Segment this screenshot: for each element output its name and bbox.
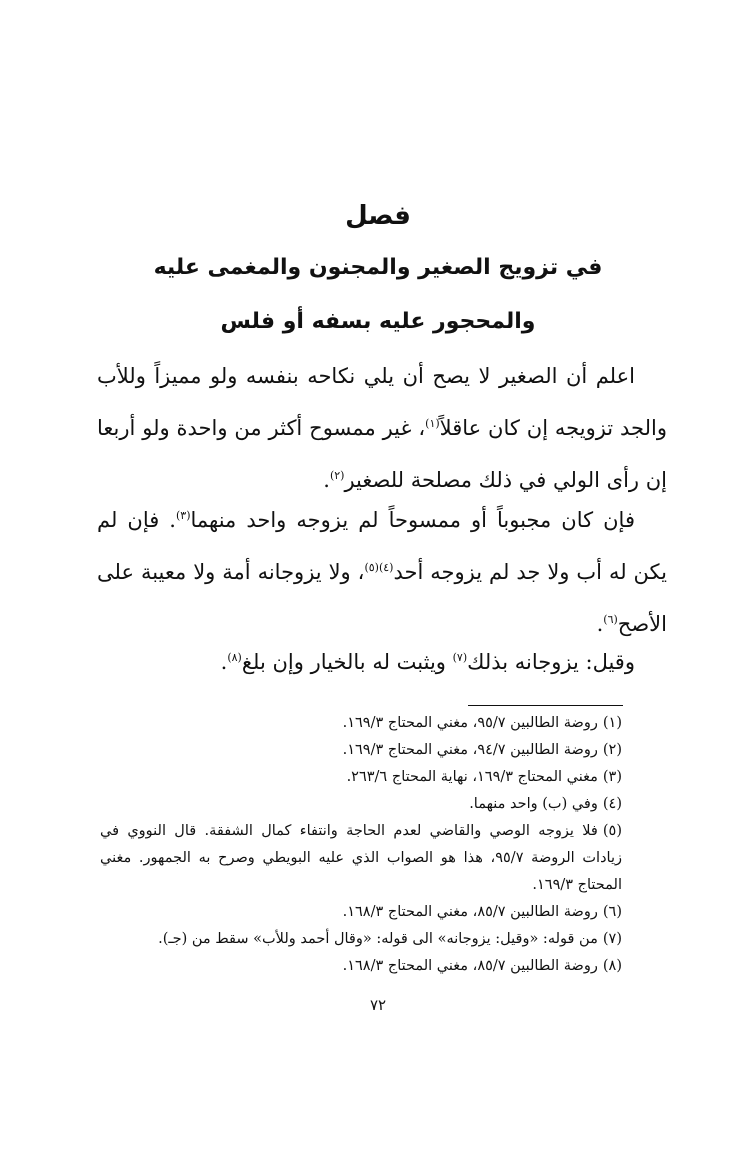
footnote-number: (٧) [602, 931, 622, 947]
footnote-8 [100, 953, 622, 980]
footnote-2 [100, 737, 622, 764]
footnote-text: روضة الطالبين ٨٥/٧، مغني المحتاج ١٦٨/٣. [342, 958, 598, 974]
footnote-text: من قوله: «وقيل: يزوجانه» الى قوله: «وقال أحمد وللأب» سقط من (جـ). [158, 931, 598, 947]
footnote-text: مغني المحتاج ١٦٩/٣، نهاية المحتاج ٢٦٣/٦. [346, 769, 598, 785]
paragraph-text: ويثبت له بالخيار وإن بلغ [241, 650, 453, 674]
footnote-separator [468, 705, 623, 706]
body-paragraph-3 [97, 636, 667, 688]
paragraph-text: . [323, 468, 330, 492]
body-paragraph-2 [97, 494, 667, 650]
paragraph-text: فإن كان مجبوباً أو ممسوحاً لم يزوجه واحد منهما [190, 508, 635, 532]
paragraph-text: ، ولا يزوجانه أمة ولا معيبة على الأصح [97, 560, 667, 636]
section-subtitle-line-2: والمحجور عليه بسفه أو فلس [220, 309, 536, 334]
footnote-6 [100, 899, 622, 926]
footnote-number: (٥) [602, 823, 622, 839]
footnote-text: فلا يزوجه الوصي والقاضي لعدم الحاجة وانتفاء كمال الشفقة. قال النووي في زيادات الروضة ٩٥/٧، هذا هو الصواب الذي عليه البويطي وصرح به الجمهور. مغني المحتاج ١٦٩/٣. [100, 823, 622, 893]
footnote-ref[interactable]: (٤)(٥) [364, 561, 394, 574]
paragraph-text: . [220, 650, 228, 674]
footnote-text: وفي (ب) واحد منهما. [469, 796, 598, 812]
footnote-5 [100, 818, 622, 899]
paragraph-text: اعلم أن الصغير لا يصح أن يلي نكاحه بنفسه ولو مميزاً وللأب والجد تزويجه إن كان عاقلاً [97, 364, 667, 440]
footnote-ref[interactable]: (٣) [175, 509, 191, 522]
footnote-4 [100, 791, 622, 818]
footnote-number: (٣) [602, 769, 622, 785]
footnote-ref[interactable]: (١) [425, 417, 440, 430]
footnote-text: روضة الطالبين ٩٥/٧، مغني المحتاج ١٦٩/٣. [342, 715, 598, 731]
footnotes [100, 710, 622, 980]
footnote-number: (١) [602, 715, 622, 731]
section-subtitle-line-1: في تزويج الصغير والمجنون والمغمى عليه [153, 255, 603, 280]
footnote-number: (٦) [602, 904, 622, 920]
paragraph-text: ، غير ممسوح أكثر من واحدة ولو أربعا إن رأى الولي في ذلك مصلحة للصغير [97, 416, 667, 492]
footnote-text: روضة الطالبين ٨٥/٧، مغني المحتاج ١٦٨/٣. [342, 904, 598, 920]
footnote-number: (٤) [602, 796, 622, 812]
footnote-number: (٢) [602, 742, 622, 758]
paragraph-text: وقيل: يزوجانه بذلك [467, 650, 635, 674]
footnote-ref[interactable]: (٨) [227, 651, 242, 664]
footnote-ref[interactable]: (٦) [603, 613, 618, 626]
section-title: فصل [345, 201, 411, 231]
paragraph-text: . [596, 612, 604, 636]
body-paragraph-1 [97, 350, 667, 506]
footnote-3 [100, 764, 622, 791]
footnote-7 [100, 926, 622, 953]
page-number: ٧٢ [369, 996, 387, 1014]
footnote-ref[interactable]: (٧) [452, 651, 468, 664]
footnote-number: (٨) [602, 958, 622, 974]
paragraph-text: . فإن لم يكن له أب ولا جد لم يزوجه أحد [97, 508, 667, 584]
footnote-text: روضة الطالبين ٩٤/٧، مغني المحتاج ١٦٩/٣. [342, 742, 598, 758]
footnote-ref[interactable]: (٢) [329, 469, 345, 482]
footnote-1 [100, 710, 622, 737]
